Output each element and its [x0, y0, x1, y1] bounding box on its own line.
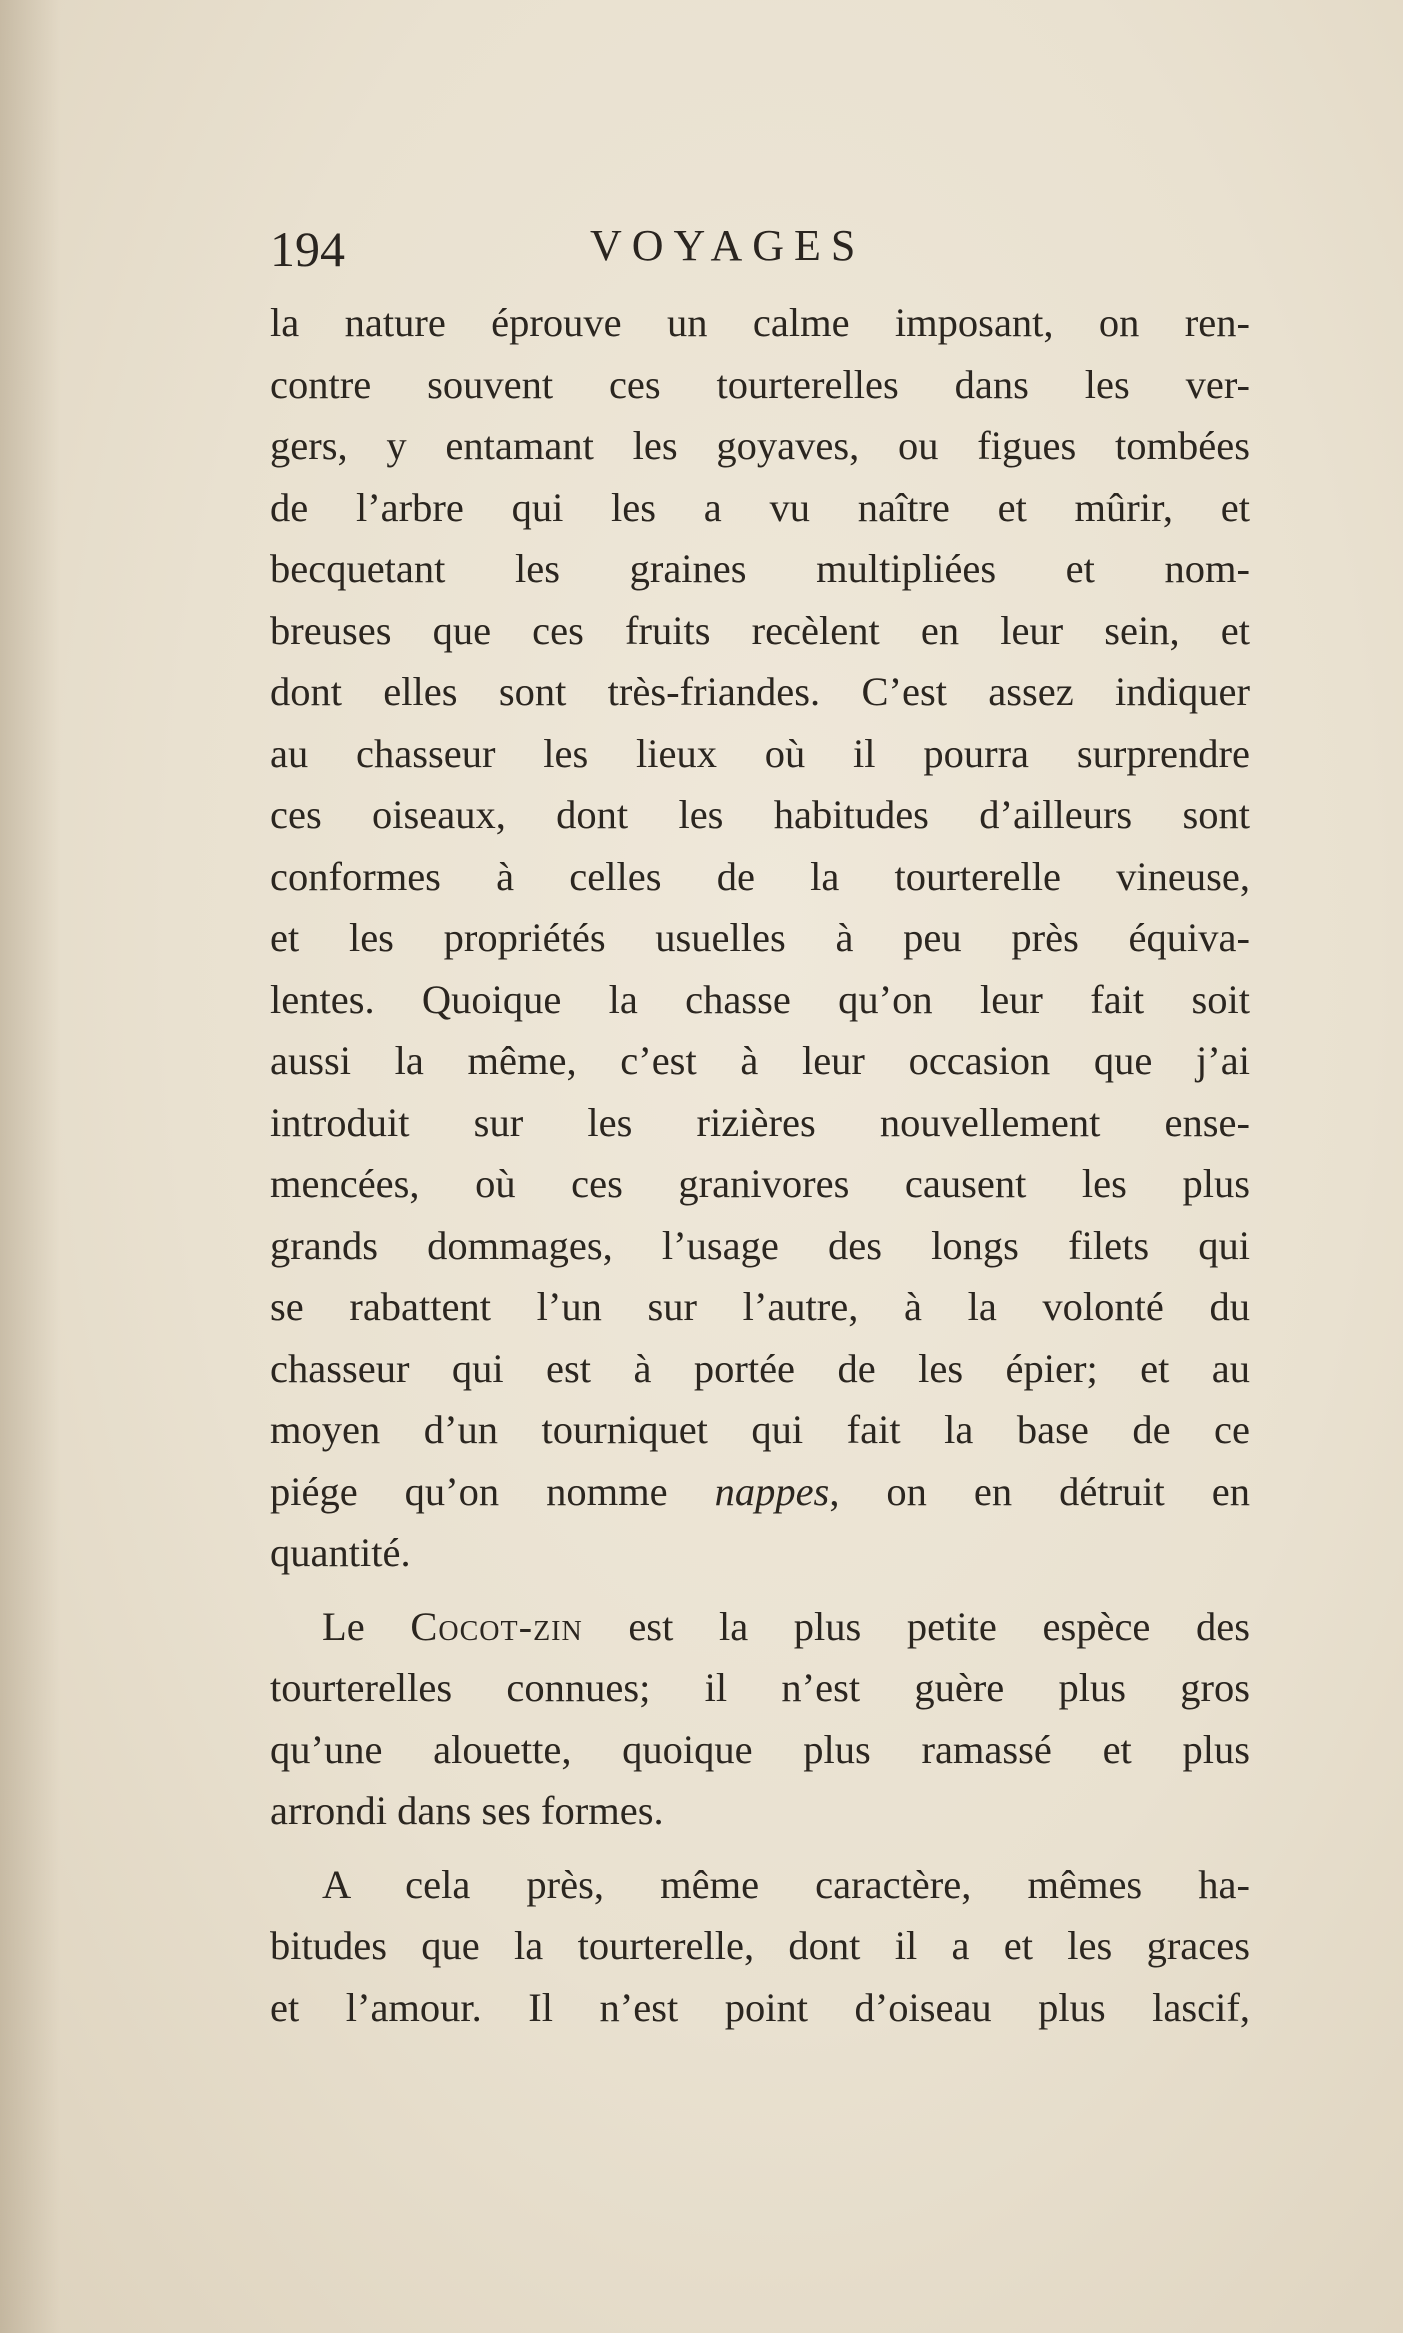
text-line: bitudes que la tourterelle, dont il a et les graces: [270, 1923, 1250, 1968]
text-line: au chasseur les lieux où il pourra surprendre: [270, 730, 1250, 776]
paragraph-gap: [270, 1584, 1250, 1596]
text-line: [270, 1596, 1250, 1658]
running-title: VOYAGES: [590, 221, 866, 270]
text-line: quantité.: [270, 1530, 411, 1575]
text-fragment: est la plus petite espèce des: [582, 1603, 1251, 1649]
text-line: de l’arbre qui les a vu naître et mûrir, et: [270, 484, 1250, 530]
paragraph-1: [270, 292, 1250, 1584]
text-line: dont elles sont très-friandes. C’est assez indiquer: [270, 669, 1250, 714]
paragraph-gap: [270, 1842, 1250, 1854]
text-fragment: piége qu’on nomme: [270, 1468, 715, 1514]
body-text: [270, 292, 1250, 2038]
paragraph-3: [270, 1854, 1250, 2039]
text-line: se rabattent l’un sur l’autre, à la volonté du: [270, 1284, 1250, 1329]
text-line: mencées, où ces granivores causent les plus: [270, 1161, 1250, 1206]
text-line: aussi la même, c’est à leur occasion que j’ai: [270, 1038, 1250, 1083]
text-line: introduit sur les rizières nouvellement ense-: [270, 1099, 1250, 1145]
text-line: conformes à celles de la tourterelle vineuse,: [270, 853, 1250, 899]
text-line: becquetant les graines multipliées et nom-: [270, 546, 1250, 591]
text-line: ces oiseaux, dont les habitudes d’ailleurs sont: [270, 792, 1250, 837]
text-line: chasseur qui est à portée de les épier; et au: [270, 1345, 1250, 1391]
text-line: et les propriétés usuelles à peu près équiva-: [270, 915, 1250, 960]
paragraph-2: [270, 1596, 1250, 1842]
species-name: Cocot-zin: [410, 1603, 583, 1649]
text-line: et l’amour. Il n’est point d’oiseau plus lascif,: [270, 1984, 1250, 2030]
text-line: breuses que ces fruits recèlent en leur sein, et: [270, 607, 1250, 653]
page-number: 194: [270, 221, 345, 277]
text-line: lentes. Quoique la chasse qu’on leur fait soit: [270, 976, 1250, 1022]
text-line: qu’une alouette, quoique plus ramassé et plus: [270, 1726, 1250, 1772]
text-line: arrondi dans ses formes.: [270, 1788, 664, 1833]
text-fragment: , on en détruit en: [829, 1468, 1250, 1514]
text-line: tourterelles connues; il n’est guère plus gros: [270, 1665, 1250, 1710]
text-line: gers, y entamant les goyaves, ou figues tombées: [270, 423, 1250, 468]
text-line: contre souvent ces tourterelles dans les ver-: [270, 361, 1250, 407]
text-line: moyen d’un tourniquet qui fait la base de ce: [270, 1407, 1250, 1452]
text-fragment: Le: [322, 1603, 411, 1649]
text-line: la nature éprouve un calme imposant, on ren-: [270, 300, 1250, 345]
italic-term: nappes: [714, 1468, 830, 1514]
text-line: grands dommages, l’usage des longs filets qui: [270, 1222, 1250, 1268]
text-line: [270, 1461, 1250, 1523]
text-line: A cela près, même caractère, mêmes ha-: [322, 1861, 1250, 1907]
page-header: [270, 220, 1250, 280]
